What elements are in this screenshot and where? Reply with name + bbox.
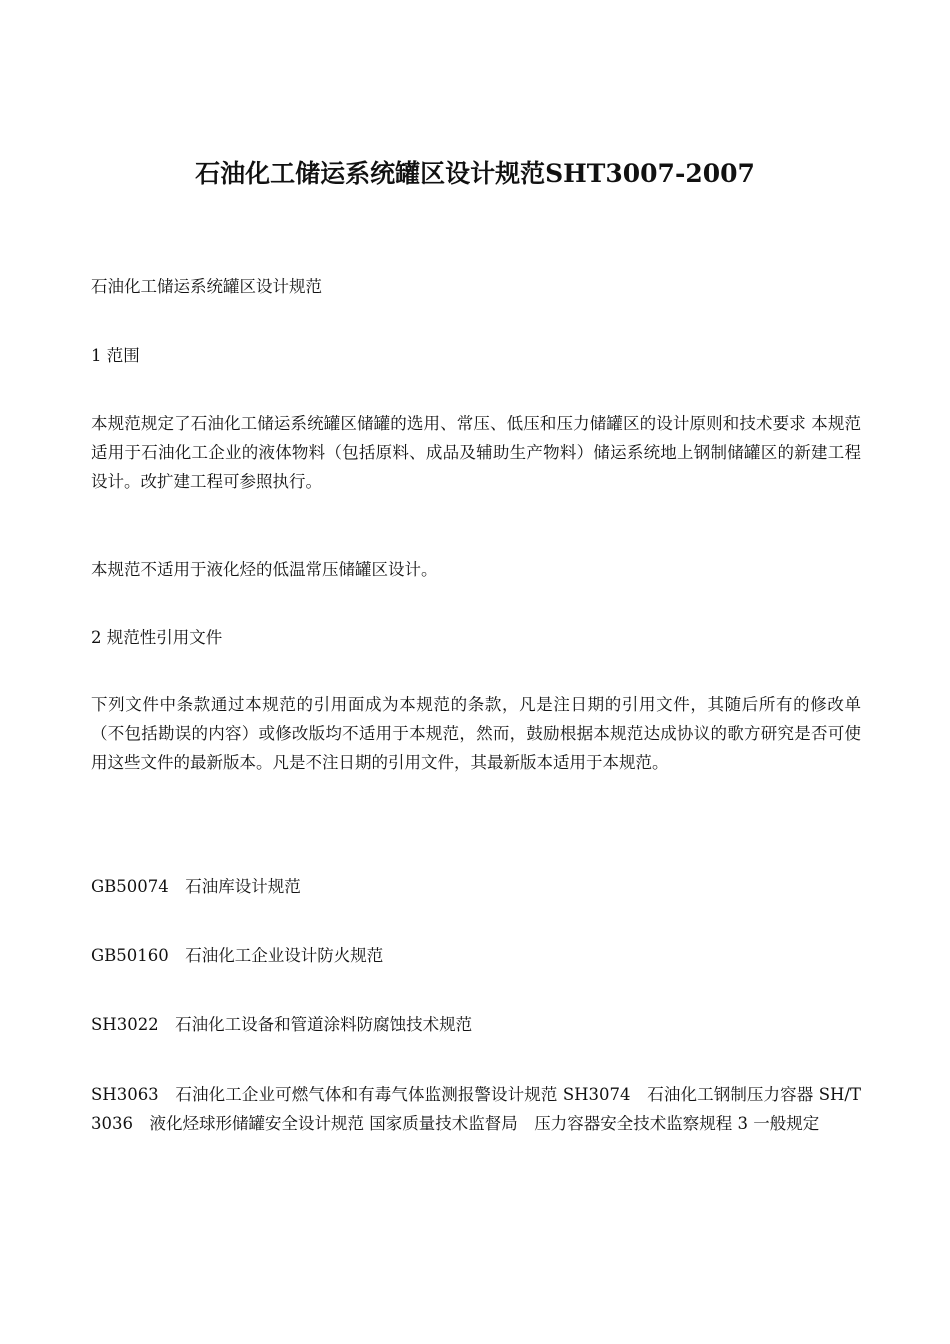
reference-item: GB50160 石油化工企业设计防火规范	[91, 946, 384, 965]
subtitle-paragraph: 石油化工储运系统罐区设计规范	[91, 277, 322, 296]
section-heading-scope: 1 范围	[91, 346, 140, 365]
reference-item: GB50074 石油库设计规范	[91, 877, 301, 896]
reference-item: SH3022 石油化工设备和管道涂料防腐蚀技术规范	[91, 1015, 473, 1034]
references-paragraph: 下列文件中条款通过本规范的引用面成为本规范的条款，凡是注日期的引用文件，其随后所有的修改单（不包括勘误的内容）或修改版均不适用于本规范，然而，鼓励根据本规范达成协议的歌方研究是否可使用这些文件的最新版本。凡是不注日期的引用文件，其最新版本适用于本规范。	[91, 695, 861, 772]
exclusion-paragraph: 本规范不适用于液化烃的低温常压储罐区设计。	[91, 560, 438, 579]
reference-item-multi: SH3063 石油化工企业可燃气体和有毒气体监测报警设计规范 SH3074 石油化工钢制压力容器 SH/T3036 液化烃球形储罐安全设计规范 国家质量技术监督局 压力容器安全技术监察规程 3 一般规定	[91, 1085, 861, 1133]
document-title: 石油化工储运系统罐区设计规范SHT3007-2007	[195, 159, 755, 188]
scope-paragraph: 本规范规定了石油化工储运系统罐区储罐的选用、常压、低压和压力储罐区的设计原则和技术要求 本规范适用于石油化工企业的液体物料（包括原料、成品及辅助生产物料）储运系统地上钢制储罐区的新建工程设计。改扩建工程可参照执行。	[91, 414, 861, 491]
section-heading-references: 2 规范性引用文件	[91, 628, 223, 647]
